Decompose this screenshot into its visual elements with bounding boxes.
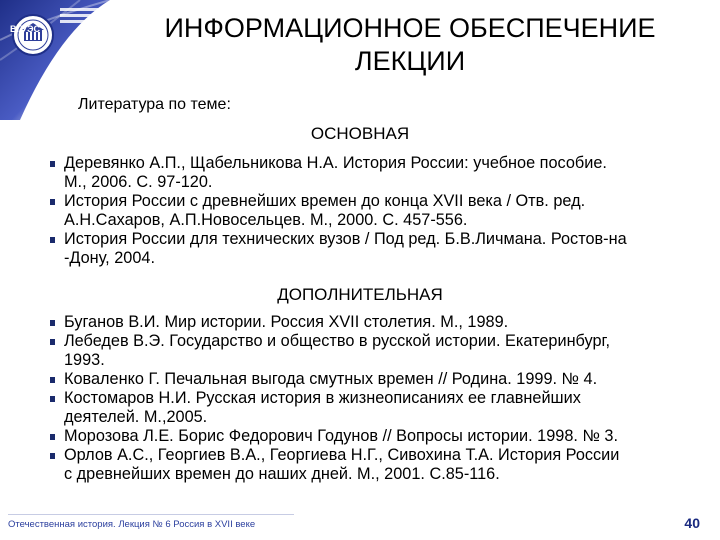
literature-item	[52, 446, 697, 484]
square-bullet-icon	[50, 320, 55, 326]
square-bullet-icon	[50, 161, 55, 167]
title-line-2: ЛЕКЦИИ	[354, 46, 466, 76]
square-bullet-icon	[50, 199, 55, 205]
literature-line: Буганов В.И. Мир истории. Россия XVII столетия. М., 1989.	[64, 313, 509, 331]
literature-item	[52, 370, 697, 389]
main-literature-list	[52, 154, 697, 268]
additional-section-heading: ДОПОЛНИТЕЛЬНАЯ	[277, 285, 443, 304]
square-bullet-icon	[50, 339, 55, 345]
logo-text: ВГУЭС	[10, 24, 40, 34]
literature-line: деятелей. М.,2005.	[64, 408, 208, 426]
literature-item	[52, 192, 697, 230]
square-bullet-icon	[50, 237, 55, 243]
additional-literature-list	[52, 313, 697, 484]
university-logo	[13, 15, 53, 55]
footer-divider	[8, 514, 294, 515]
footer-text: Отечественная история. Лекция № 6 Россия в XVII веке	[8, 519, 256, 530]
literature-line: Костомаров Н.И. Русская история в жизнеописаниях ее главнейших	[64, 389, 581, 407]
literature-line: Коваленко Г. Печальная выгода смутных времен // Родина. 1999. № 4.	[64, 370, 598, 388]
literature-item	[52, 389, 697, 427]
square-bullet-icon	[50, 396, 55, 402]
literature-line: Лебедев В.Э. Государство и общество в русской истории. Екатеринбург,	[64, 332, 611, 350]
page-title	[110, 12, 710, 78]
literature-line: Орлов А.С., Георгиев В.А., Георгиева Н.Г., Сивохина Т.А. История России	[64, 446, 620, 464]
literature-item	[52, 154, 697, 192]
literature-line: История России с древнейших времен до конца XVII века / Отв. ред.	[64, 192, 586, 210]
page-number: 40	[684, 515, 700, 531]
literature-item	[52, 427, 697, 446]
literature-line: -Дону, 2004.	[64, 249, 155, 267]
square-bullet-icon	[50, 377, 55, 383]
literature-item	[52, 230, 697, 268]
literature-line: История России для технических вузов / Под ред. Б.В.Личмана. Ростов-на	[64, 230, 627, 248]
main-section-heading: ОСНОВНАЯ	[310, 124, 410, 143]
literature-line: 1993.	[64, 351, 105, 369]
literature-item	[52, 313, 697, 332]
literature-item	[52, 332, 697, 370]
square-bullet-icon	[50, 453, 55, 459]
literature-subtitle: Литература по теме:	[78, 96, 231, 113]
literature-line: Деревянко А.П., Щабельникова Н.А. История России: учебное пособие.	[64, 154, 607, 172]
literature-line: Морозова Л.Е. Борис Федорович Годунов // Вопросы истории. 1998. № 3.	[64, 427, 619, 445]
title-line-1: ИНФОРМАЦИОННОЕ ОБЕСПЕЧЕНИЕ	[164, 13, 656, 43]
square-bullet-icon	[50, 434, 55, 440]
literature-line: с древнейших времен до наших дней. М., 2001. С.85-116.	[64, 465, 500, 483]
literature-line: М., 2006. С. 97-120.	[64, 173, 213, 191]
literature-line: А.Н.Сахаров, А.П.Новосельцев. М., 2000. С. 457-556.	[64, 211, 468, 229]
